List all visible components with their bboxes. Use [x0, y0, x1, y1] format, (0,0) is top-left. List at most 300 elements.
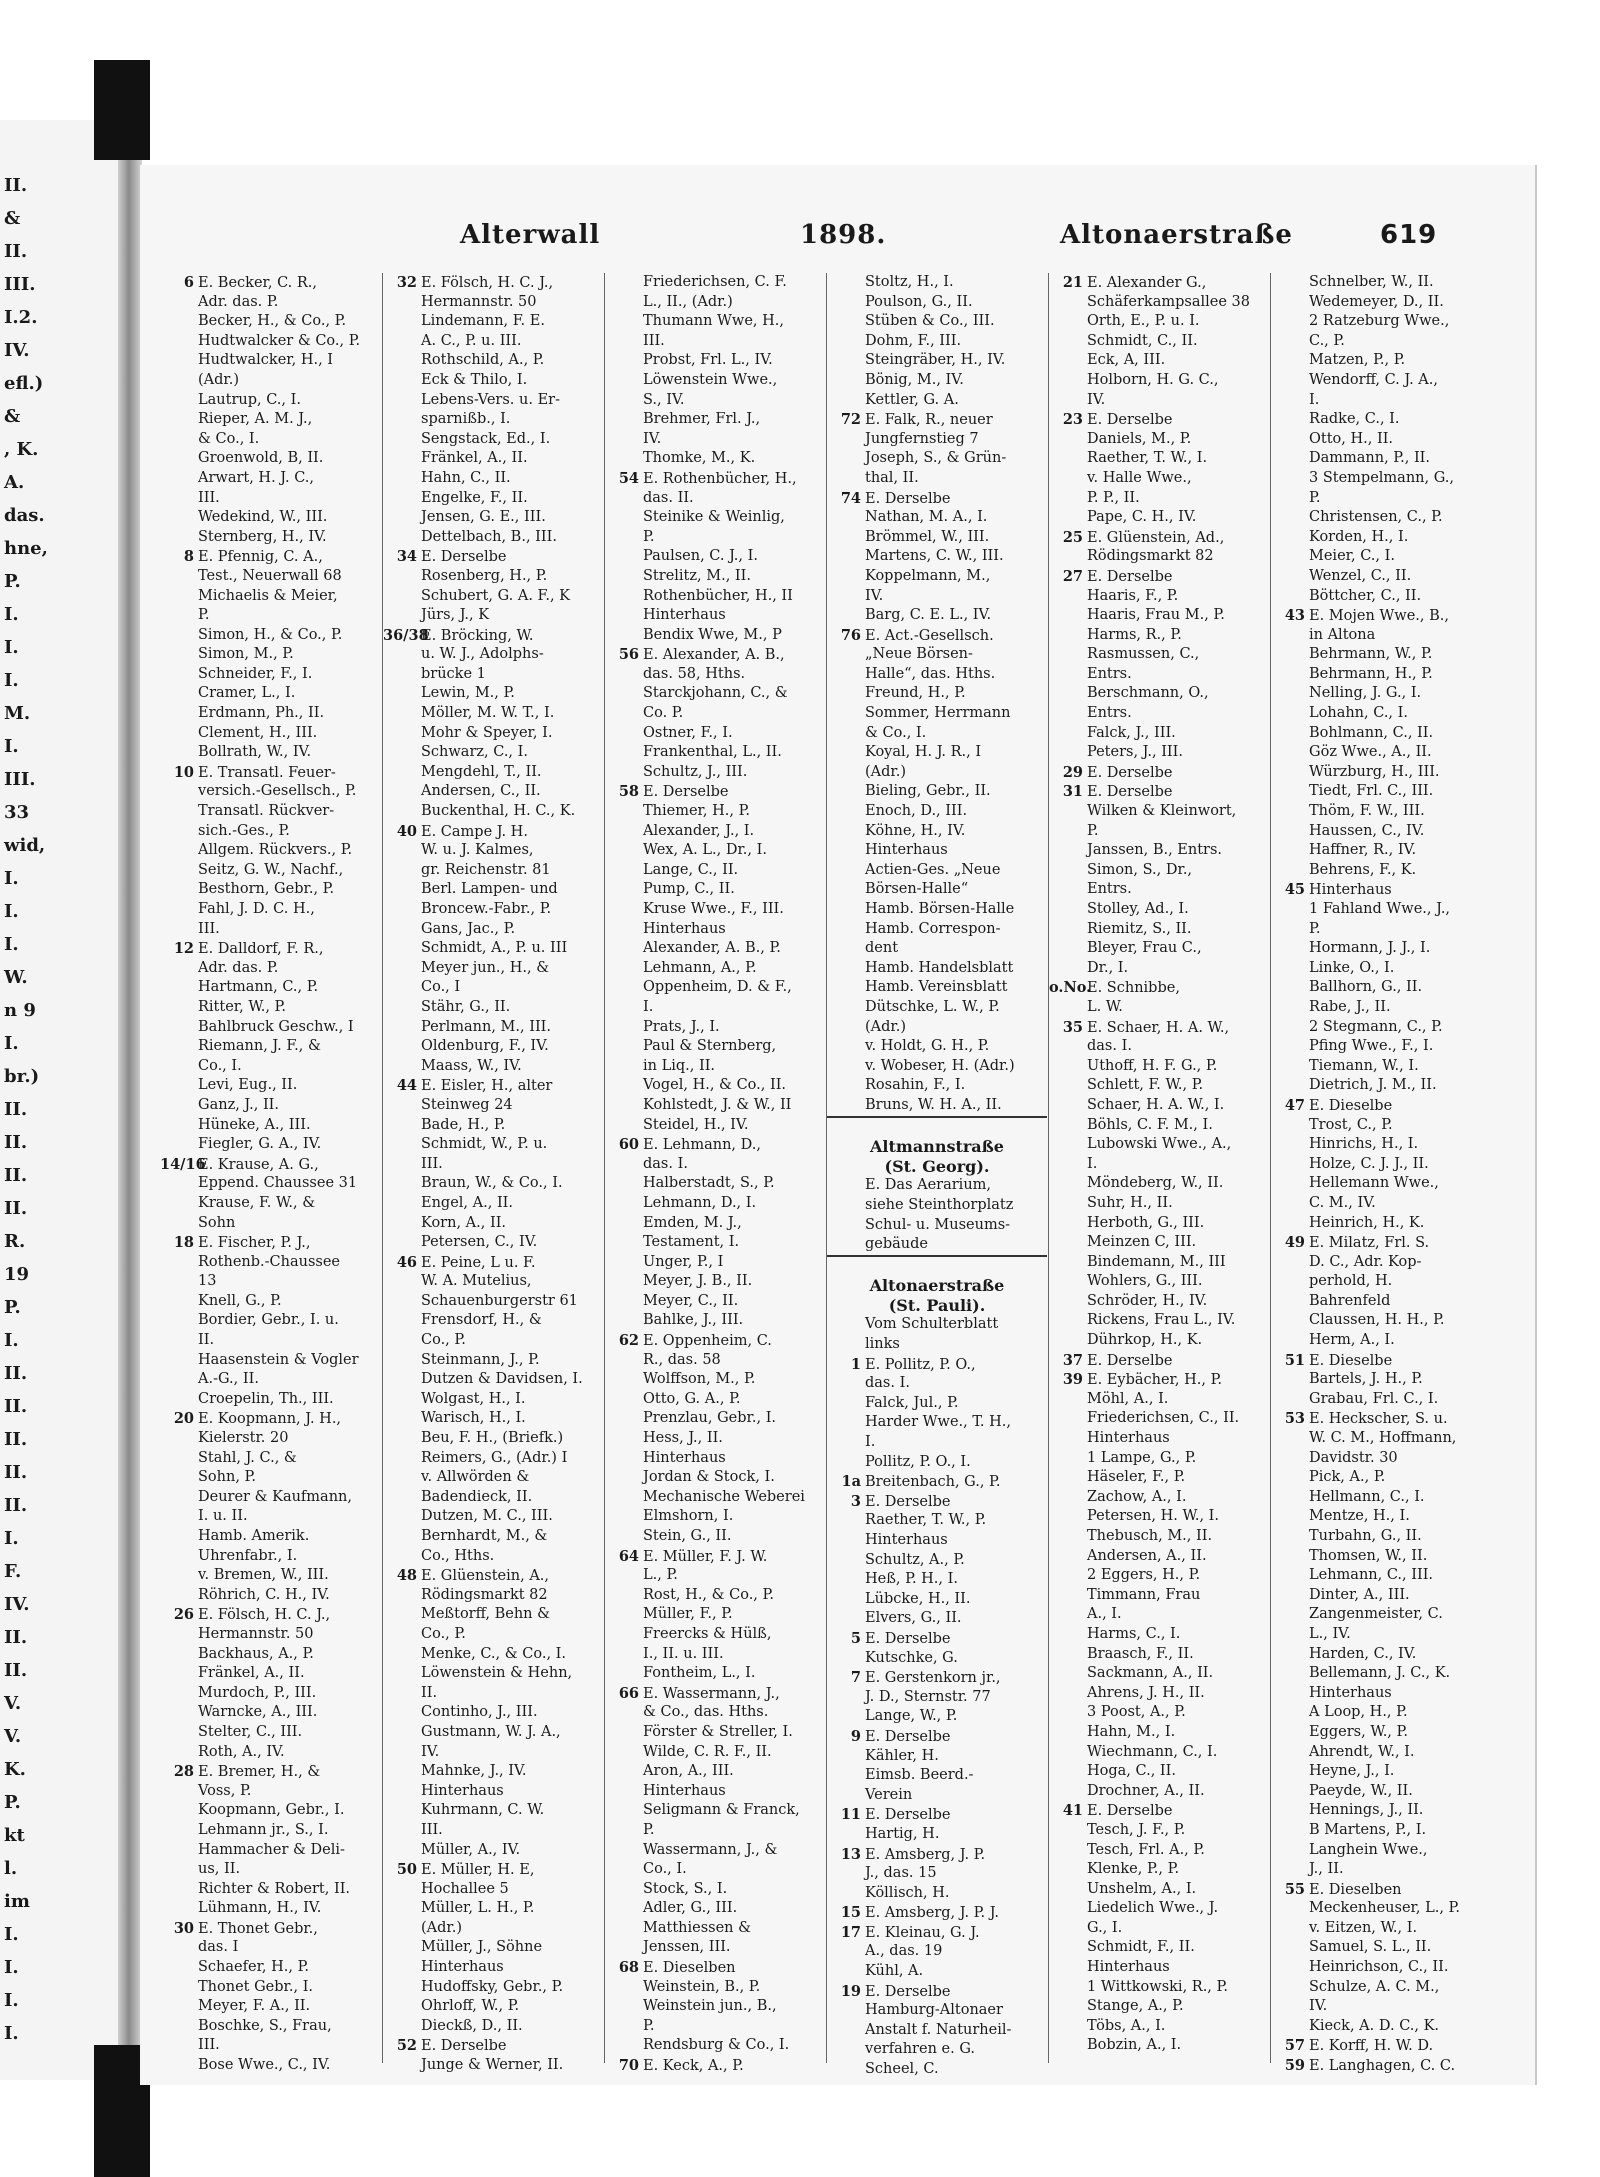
directory-entry	[605, 587, 825, 607]
entry-text: Hahn, M., I.	[1087, 1723, 1176, 1740]
directory-entry	[1049, 1821, 1269, 1841]
directory-entry	[827, 1668, 1047, 1688]
book-gutter	[118, 150, 142, 2070]
entry-text: Testament, I.	[643, 1234, 740, 1251]
entry-text: Jenssen, III.	[643, 1939, 731, 1956]
directory-entry	[605, 1782, 825, 1802]
directory-entry	[1271, 1096, 1511, 1116]
directory-entry	[827, 2040, 1047, 2060]
entry-text: Boschke, S., Frau,	[198, 2017, 332, 2034]
entry-text: Bahlke, J., III.	[643, 1312, 744, 1329]
house-number: 25	[1062, 528, 1083, 546]
directory-entry	[1049, 1351, 1269, 1371]
directory-entry	[1271, 391, 1511, 411]
directory-entry	[827, 1531, 1047, 1551]
entry-text: us, II.	[198, 1861, 241, 1878]
directory-entry	[1271, 1625, 1511, 1645]
directory-entry	[383, 939, 603, 959]
entry-text: Herboth, G., III.	[1087, 1214, 1205, 1231]
directory-entry	[160, 1135, 380, 1155]
directory-entry	[383, 998, 603, 1018]
entry-text: Ostner, F., I.	[643, 724, 733, 741]
house-number: 20	[173, 1410, 194, 1428]
directory-entry	[827, 998, 1047, 1018]
directory-entry	[383, 430, 603, 450]
entry-text: Bindemann, M., III	[1087, 1253, 1226, 1270]
entry-text: Riemitz, S., II.	[1087, 920, 1192, 937]
directory-entry	[827, 293, 1047, 313]
directory-entry	[160, 763, 380, 783]
entry-text: D. C., Adr. Kop-	[1309, 1253, 1422, 1270]
directory-entry	[383, 1155, 603, 1175]
directory-entry	[827, 920, 1047, 940]
entry-text: v. Allwörden &	[421, 1469, 530, 1486]
entry-text: Hamb. Börsen-Halle	[865, 901, 1015, 917]
directory-entry	[160, 1057, 380, 1077]
entry-text: Thebusch, M., II.	[1087, 1528, 1213, 1544]
directory-entry	[383, 1214, 603, 1234]
entry-text: Continho, J., III.	[421, 1704, 538, 1721]
entry-text: Dührkop, H., K.	[1087, 1332, 1203, 1349]
entry-text: L., II., (Adr.)	[643, 293, 733, 310]
entry-text: Sternberg, H., IV.	[198, 528, 327, 545]
directory-entry	[1271, 998, 1511, 1018]
directory-entry	[605, 1762, 825, 1782]
entry-text: Nathan, M. A., I.	[865, 509, 988, 526]
entry-text: Maass, W., IV.	[421, 1057, 522, 1074]
directory-entry	[160, 1762, 380, 1782]
directory-entry	[1271, 1566, 1511, 1586]
directory-entry	[1049, 567, 1269, 587]
directory-entry	[160, 547, 380, 567]
directory-entry	[605, 1096, 825, 1116]
entry-text: Simon, H., & Co., P.	[198, 626, 343, 643]
entry-text: E. Fölsch, H. C. J.,	[421, 275, 554, 291]
directory-entry	[1049, 1507, 1269, 1527]
entry-text: Tiemann, W., I.	[1309, 1057, 1419, 1074]
directory-entry	[1049, 1018, 1269, 1038]
entry-text: Harder Wwe., T. H.,	[865, 1414, 1011, 1431]
entry-text: Wilken & Kleinwort,	[1087, 803, 1237, 820]
entry-text: E. Amsberg, J. P. J.	[865, 1905, 999, 1922]
entry-text: A Loop, H., P.	[1309, 1704, 1408, 1721]
directory-entry	[1271, 841, 1511, 861]
entry-text: Hamb. Amerik.	[198, 1528, 310, 1544]
directory-entry	[383, 1547, 603, 1567]
entry-text: Bernhardt, M., &	[421, 1528, 548, 1544]
entry-text: Freund, H., P.	[865, 685, 966, 702]
directory-entry	[383, 782, 603, 802]
left-page-text-fragment: II.	[4, 1462, 28, 1483]
entry-text: Hudoffsky, Gebr., P.	[421, 1978, 564, 1995]
entry-text: Bose Wwe., C., IV.	[198, 2057, 331, 2074]
directory-entry	[1271, 293, 1511, 313]
directory-entry	[160, 1096, 380, 1116]
directory-entry	[1049, 1978, 1269, 1998]
directory-entry	[1271, 1174, 1511, 1194]
entry-text: Kutschke, G.	[865, 1649, 958, 1666]
left-page-text-fragment: II.	[4, 241, 28, 262]
directory-entry	[605, 489, 825, 509]
entry-text: Seitz, G. W., Nachf.,	[198, 861, 344, 878]
directory-entry	[605, 606, 825, 626]
directory-entry	[1049, 920, 1269, 940]
directory-entry	[1049, 273, 1269, 293]
entry-text: Rabe, J., II.	[1309, 998, 1391, 1015]
directory-entry	[383, 528, 603, 548]
directory-entry	[1049, 1449, 1269, 1469]
entry-text: Steidel, H., IV.	[643, 1116, 749, 1133]
directory-entry	[1049, 939, 1269, 959]
directory-entry	[1271, 1135, 1511, 1155]
entry-text: Dammann, P., II.	[1309, 450, 1431, 467]
house-number: 19	[840, 1982, 861, 2000]
directory-entry	[383, 880, 603, 900]
directory-entry	[1049, 1938, 1269, 1958]
entry-text: Verein	[865, 1786, 913, 1803]
directory-entry	[1271, 822, 1511, 842]
directory-entry	[1049, 1233, 1269, 1253]
left-page-text-fragment: , K.	[4, 439, 39, 460]
entry-text: Besthorn, Gebr., P.	[198, 881, 335, 898]
directory-entry	[1271, 1703, 1511, 1723]
directory-entry	[160, 1978, 380, 1998]
entry-text: Clement, H., III.	[198, 724, 318, 741]
entry-text: IV.	[421, 1743, 440, 1760]
directory-entry	[383, 1703, 603, 1723]
entry-text: v. Halle Wwe.,	[1087, 469, 1192, 486]
directory-entry	[827, 1433, 1047, 1453]
entry-text: E. Kleinau, G. J.	[865, 1924, 980, 1941]
entry-text: C., P.	[1309, 332, 1345, 349]
entry-text: & Co., das. Hths.	[643, 1704, 769, 1721]
house-number: 26	[173, 1606, 194, 1624]
directory-entry	[1271, 1409, 1511, 1429]
entry-text: J., das. 15	[865, 1865, 937, 1882]
house-number: 58	[618, 783, 639, 801]
entry-text: Schneider, F., I.	[198, 665, 313, 682]
entry-text: Löwenstein & Hehn,	[421, 1665, 573, 1682]
directory-entry	[1271, 1938, 1511, 1958]
entry-text: I., II. u. III.	[643, 1645, 724, 1662]
directory-entry	[383, 645, 603, 665]
entry-text: Bahrenfeld	[1309, 1292, 1391, 1309]
directory-entry	[383, 1174, 603, 1194]
directory-entry	[160, 1880, 380, 1900]
directory-entry	[827, 1315, 1047, 1335]
column-6	[1270, 273, 1511, 2075]
entry-text: I.	[1309, 391, 1320, 408]
directory-entry	[827, 489, 1047, 509]
directory-entry	[605, 1821, 825, 1841]
entry-text: Hinterhaus	[1087, 1430, 1170, 1447]
directory-entry	[383, 1997, 603, 2017]
directory-entry	[827, 1116, 1047, 1138]
entry-text: gr. Reichenstr. 81	[421, 861, 551, 878]
directory-entry	[160, 332, 380, 352]
house-number: 70	[618, 2057, 639, 2075]
directory-entry	[160, 1527, 380, 1547]
entry-text: Entrs.	[1087, 665, 1132, 682]
entry-text: Köllisch, H.	[865, 1884, 950, 1901]
entry-text: Sohn, P.	[198, 1469, 256, 1486]
directory-entry	[160, 351, 380, 371]
entry-text: Warncke, A., III.	[198, 1704, 318, 1721]
entry-text: Petersen, H. W., I.	[1087, 1508, 1220, 1525]
entry-text: Meßtorff, Behn &	[421, 1606, 551, 1623]
entry-text: P. P., II.	[1087, 489, 1140, 506]
directory-entry	[160, 508, 380, 528]
entry-text: E. Thonet Gebr.,	[198, 1920, 318, 1937]
entry-text: Förster & Streller, I.	[643, 1723, 793, 1740]
entry-text: Badendieck, II.	[421, 1488, 533, 1505]
directory-entry	[1271, 978, 1511, 998]
directory-entry	[160, 1311, 380, 1331]
directory-entry	[160, 1801, 380, 1821]
entry-text: Elmshorn, I.	[643, 1508, 734, 1525]
house-number: 23	[1062, 411, 1083, 429]
directory-entry	[827, 1766, 1047, 1786]
directory-entry	[160, 1018, 380, 1038]
directory-entry	[160, 391, 380, 411]
entry-text: Rosenberg, H., P.	[421, 567, 548, 584]
directory-entry	[605, 1645, 825, 1665]
directory-entry	[160, 1938, 380, 1958]
directory-entry	[827, 1255, 1047, 1277]
entry-text: E. Derselbe	[421, 2038, 507, 2055]
house-number: 68	[618, 1959, 639, 1977]
house-number: 34	[396, 548, 417, 566]
directory-entry	[1049, 1743, 1269, 1763]
entry-text: III.	[643, 332, 665, 349]
entry-text: Behrens, F., K.	[1309, 861, 1417, 878]
directory-entry	[160, 567, 380, 587]
entry-text: Becker, H., & Co., P.	[198, 313, 347, 330]
directory-entry	[1271, 1429, 1511, 1449]
entry-text: P.	[643, 1821, 655, 1838]
house-number: 50	[396, 1861, 417, 1879]
directory-entry	[1049, 704, 1269, 724]
house-number: 21	[1062, 274, 1083, 291]
house-number: 36/38	[383, 626, 429, 644]
entry-text: Berschmann, O.,	[1087, 685, 1209, 702]
directory-entry	[160, 704, 380, 724]
house-number: 10	[173, 763, 194, 781]
entry-text: sich.-Ges., P.	[198, 822, 290, 839]
street-heading-text: (St. Pauli).	[888, 1295, 986, 1315]
left-page-text-fragment: 33	[4, 802, 30, 823]
directory-entry	[160, 1233, 380, 1253]
directory-entry	[1271, 1841, 1511, 1861]
directory-entry	[605, 1978, 825, 1998]
left-page-text-fragment: kt	[4, 1825, 25, 1846]
entry-text: E. Mojen Wwe., B.,	[1309, 608, 1450, 625]
entry-text: E. Glüenstein, Ad.,	[1087, 529, 1225, 546]
directory-entry	[383, 724, 603, 744]
directory-entry	[827, 528, 1047, 548]
entry-text: Hellemann Wwe.,	[1309, 1175, 1439, 1192]
entry-text: Test., Neuerwall 68	[198, 567, 342, 584]
directory-entry	[160, 2017, 380, 2037]
entry-text: Murdoch, P., III.	[198, 1684, 317, 1701]
entry-text: Würzburg, H., III.	[1309, 763, 1440, 780]
entry-text: sparnißb., I.	[421, 411, 511, 428]
entry-text: Frensdorf, H., &	[421, 1312, 542, 1329]
directory-entry	[827, 351, 1047, 371]
directory-entry	[605, 391, 825, 411]
directory-entry	[827, 430, 1047, 450]
entry-text: Dietrich, J. M., II.	[1309, 1077, 1437, 1094]
directory-entry	[827, 1649, 1047, 1669]
directory-entry	[1271, 1076, 1511, 1096]
entry-text: Thonet Gebr., I.	[198, 1978, 314, 1995]
directory-entry	[605, 1586, 825, 1606]
entry-text: Dinter, A., III.	[1309, 1586, 1410, 1603]
entry-text: Frankenthal, L., II.	[643, 744, 782, 761]
entry-text: Tesch, J. F., P.	[1087, 1821, 1186, 1838]
entry-text: Engelke, F., II.	[421, 489, 528, 506]
entry-text: Langhein Wwe.,	[1309, 1841, 1428, 1858]
entry-text: Hinterhaus	[643, 1449, 726, 1466]
directory-entry	[827, 1942, 1047, 1962]
directory-entry	[605, 1292, 825, 1312]
entry-text: Dutzen & Davidsen, I.	[421, 1371, 583, 1388]
entry-text: Daniels, M., P.	[1087, 430, 1192, 447]
directory-entry	[605, 1390, 825, 1410]
directory-entry	[605, 1723, 825, 1743]
directory-entry	[383, 410, 603, 430]
entry-text: I. u. II.	[198, 1508, 248, 1525]
directory-entry	[605, 1841, 825, 1861]
directory-entry	[1271, 1547, 1511, 1567]
entry-text: Roth, A., IV.	[198, 1743, 285, 1760]
directory-entry	[605, 312, 825, 332]
directory-entry	[160, 1919, 380, 1939]
directory-entry	[605, 704, 825, 724]
entry-text: E. Dieselben	[643, 1960, 736, 1977]
directory-entry	[605, 508, 825, 528]
entry-text: Töbs, A., I.	[1087, 2017, 1166, 2034]
entry-text: Wohlers, G., III.	[1087, 1273, 1203, 1290]
entry-text: Pump, C., II.	[643, 881, 735, 898]
entry-text: A.-G., II.	[198, 1371, 259, 1388]
entry-text: Bartels, J. H., P.	[1309, 1371, 1423, 1388]
entry-text: Lewin, M., P.	[421, 685, 515, 702]
left-page-text-fragment: III.	[4, 769, 36, 790]
entry-text: Engel, A., II.	[421, 1194, 514, 1211]
entry-text: E. Derselbe	[865, 1630, 951, 1647]
entry-text: Schul- u. Museums-	[865, 1216, 1011, 1233]
directory-entry	[160, 1899, 380, 1919]
entry-text: Meyer, C., II.	[643, 1292, 739, 1309]
directory-entry	[160, 1547, 380, 1567]
left-page-text-fragment: I.	[4, 934, 19, 955]
entry-text: Schultz, A., P.	[865, 1551, 965, 1568]
directory-entry	[383, 900, 603, 920]
directory-entry	[383, 841, 603, 861]
entry-text: versich.-Gesellsch., P.	[198, 783, 357, 800]
entry-text: Adr. das. P.	[198, 959, 279, 976]
entry-text: Eggers, W., P.	[1309, 1723, 1408, 1740]
house-number: 40	[396, 822, 417, 840]
directory-entry	[1049, 469, 1269, 489]
entry-text: Buckenthal, H. C., K.	[421, 803, 576, 820]
directory-entry	[605, 743, 825, 763]
entry-text: Haaris, F., P.	[1087, 587, 1179, 604]
directory-entry	[1271, 959, 1511, 979]
directory-entry	[827, 1864, 1047, 1884]
directory-entry	[827, 1609, 1047, 1629]
directory-entry	[383, 587, 603, 607]
entry-text: Timmann, Frau	[1087, 1586, 1201, 1603]
entry-text: Lehmann, A., P.	[643, 959, 757, 976]
entry-text: Linke, O., I.	[1309, 959, 1395, 976]
house-number: 55	[1284, 1880, 1305, 1898]
directory-entry	[827, 1845, 1047, 1865]
column-2	[382, 273, 603, 2074]
directory-entry	[383, 684, 603, 704]
entry-text: Simon, M., P.	[198, 646, 294, 663]
left-page-text-fragment: I.	[4, 604, 19, 625]
directory-entry	[605, 469, 825, 489]
directory-entry	[383, 1135, 603, 1155]
directory-entry	[1271, 351, 1511, 371]
house-number: 57	[1284, 2037, 1305, 2055]
left-page-fragment	[0, 120, 130, 2080]
entry-text: Holborn, H. G. C.,	[1087, 371, 1219, 388]
directory-entry	[605, 1547, 825, 1567]
directory-entry	[605, 1233, 825, 1253]
entry-text: III.	[421, 1821, 443, 1838]
entry-text: E. Dieselben	[1309, 1881, 1402, 1898]
directory-entry	[160, 528, 380, 548]
entry-text: Hinterhaus	[643, 607, 726, 624]
entry-text: P.	[1087, 822, 1099, 839]
house-number: 59	[1284, 2057, 1305, 2075]
entry-text: Falck, Jul., P.	[865, 1394, 959, 1411]
directory-entry	[1049, 1155, 1269, 1175]
directory-entry	[383, 1390, 603, 1410]
directory-entry	[383, 312, 603, 332]
directory-entry	[827, 449, 1047, 469]
directory-entry	[383, 743, 603, 763]
entry-text: Brehmer, Frl. J.,	[643, 411, 761, 428]
directory-entry	[383, 293, 603, 313]
directory-entry	[1049, 861, 1269, 881]
directory-entry	[1049, 1037, 1269, 1057]
entry-text: E. Peine, L u. F.	[421, 1254, 536, 1271]
entry-text: Hamb. Handelsblatt	[865, 959, 1014, 976]
directory-entry	[383, 920, 603, 940]
entry-text: Koppelmann, M.,	[865, 567, 991, 584]
directory-entry	[160, 1782, 380, 1802]
entry-text: 3 Stempelmann, G.,	[1309, 469, 1454, 486]
entry-text: Entrs.	[1087, 705, 1132, 722]
directory-entry	[827, 2021, 1047, 2041]
entry-text: Möndeberg, W., II.	[1087, 1175, 1224, 1192]
entry-text: Ahrendt, W., I.	[1309, 1743, 1415, 1760]
entry-text: 3 Poost, A., P.	[1087, 1704, 1186, 1721]
entry-text: Paeyde, W., II.	[1309, 1782, 1413, 1799]
directory-entry	[827, 391, 1047, 411]
directory-entry	[383, 2017, 603, 2037]
entry-text: E. Rothenbücher, H.,	[643, 470, 797, 487]
directory-entry	[827, 1196, 1047, 1216]
entry-text: Hamburg-Altonaer	[865, 2002, 1003, 2019]
left-page-text-fragment: II.	[4, 1165, 28, 1186]
entry-text: Thomsen, W., II.	[1309, 1547, 1428, 1564]
entry-text: Tesch, Frl. A., P.	[1087, 1841, 1205, 1858]
